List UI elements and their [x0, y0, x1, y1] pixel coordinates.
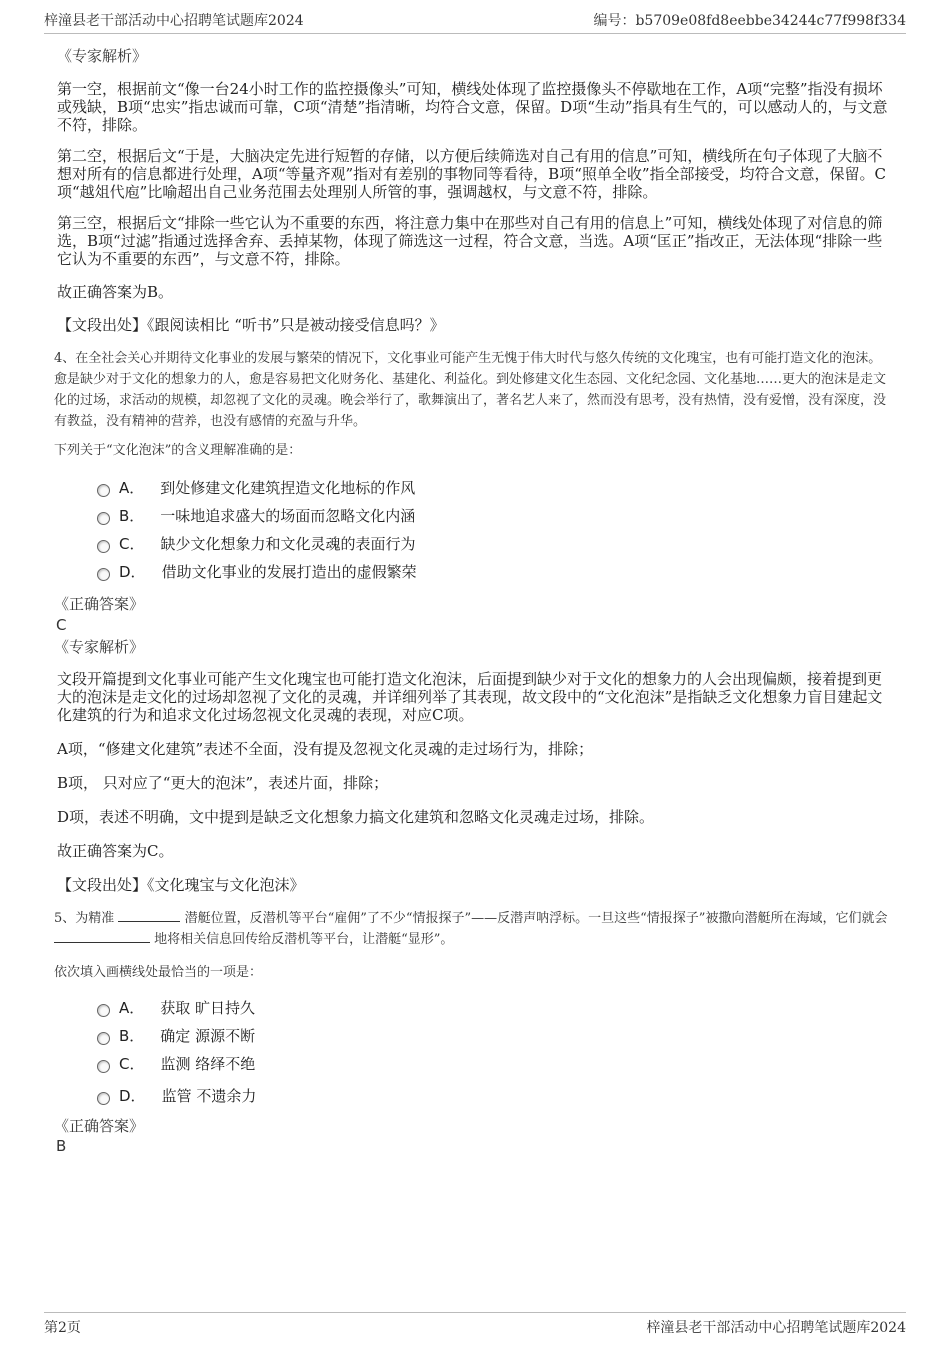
option-text: 确定 源源不断	[160, 1026, 256, 1045]
q3-analysis-para2: 第二空，根据后文“于是，大脑决定先进行短暂的存储，以方便后续筛选对自己有用的信息”可知，横线所在句子体现了大脑不想对所有的信息都进行处理，A项“等量齐观”指对有差别的事物同等看待，B项“照单全收”指全部接受，均符合文意，保留。C项“越俎代庖”比喻超出自己业务范围去处理别人所管的事，强调越权，与文意不符，排除。	[57, 147, 887, 201]
q3-source: 【文段出处】《跟阅读相比 “听书”只是被动接受信息吗？》	[57, 316, 445, 334]
radio-icon[interactable]	[97, 540, 110, 553]
radio-icon[interactable]	[97, 1092, 110, 1105]
q5-option-d[interactable]	[97, 1081, 890, 1109]
radio-icon[interactable]	[97, 512, 110, 525]
q4-options	[57, 473, 890, 585]
radio-icon[interactable]	[97, 1032, 110, 1045]
q4-analysis-para2: A项，“修建文化建筑”表述不全面，没有提及忽视文化灵魂的走过场行为，排除；	[57, 740, 594, 758]
option-letter: D．	[119, 562, 146, 581]
q4-option-b[interactable]	[97, 501, 890, 529]
q5-options	[57, 993, 890, 1109]
q4-passage: 4、在全社会关心并期待文化事业的发展与繁荣的情况下，文化事业可能产生无愧于伟大时代与悠久传统的文化瑰宝，也有可能打造文化的泡沫。愈是缺少对于文化的想象力的人，愈是容易把文化财务化、基建化、利益化。到处修建文化生态园、文化纪念园、文化基地……更大的泡沫是走文化的过场，求活动的规模，却忽视了文化的灵魂。晚会举行了，歌舞演出了，著名艺人来了，然而没有思考，没有热情，没有爱憎，没有深度，没有教益，没有精神的营养，也没有感情的充盈与升华。	[54, 351, 887, 429]
radio-icon[interactable]	[97, 568, 110, 581]
q4-analysis-para4: D项，表述不明确，文中提到是缺乏文化想象力搞文化建筑和忽略文化灵魂走过场，排除。	[57, 808, 655, 826]
q5-option-b[interactable]	[97, 1021, 890, 1049]
option-letter: A．	[119, 998, 145, 1017]
option-letter: A．	[119, 478, 145, 497]
q3-analysis-para1: 第一空，根据前文“像一台24小时工作的监控摄像头”可知，横线处体现了监控摄像头不停歇地在工作，A项“完整”指没有损坏或残缺，B项“忠实”指忠诚而可靠，C项“清楚”指清晰，均符合文意，保留。D项“生动”指具有生气的，可以感动人的，与文意不符，排除。	[57, 80, 888, 134]
q4-option-a[interactable]	[97, 473, 890, 501]
option-letter: C．	[119, 1054, 145, 1073]
option-letter: D．	[119, 1086, 146, 1105]
q4-analysis-para1: 文段开篇提到文化事业可能产生文化瑰宝也可能打造文化泡沫，后面提到缺少对于文化的想象力的人会出现偏颇，接着提到更大的泡沫是走文化的过场却忽视了文化的灵魂，并详细列举了其表现，故文段中的“文化泡沫”是指缺乏文化想象力盲目建起文化建筑的行为和追求文化过场忽视文化灵魂的表现，对应C项。	[57, 670, 883, 724]
q4-conclusion: 故正确答案为C。	[57, 842, 174, 860]
q5-option-a[interactable]	[97, 993, 890, 1021]
q4-answer: C	[56, 616, 67, 634]
option-text: 监管 不遗余力	[161, 1086, 257, 1105]
footer-page-number: 第2页	[44, 1319, 81, 1336]
radio-icon[interactable]	[97, 484, 110, 497]
option-text: 借助文化事业的发展打造出的虚假繁荣	[161, 562, 417, 581]
q5-answer: B	[56, 1137, 67, 1155]
header-code: 编号：b5709e08fd8eebbe34244c77f998f334	[593, 13, 906, 29]
q4-source: 【文段出处】《文化瑰宝与文化泡沫》	[57, 876, 305, 894]
q4-question: 下列关于“文化泡沫”的含义理解准确的是：	[54, 443, 302, 458]
q5-answer-label: 《正确答案》	[54, 1117, 145, 1135]
q5-passage-part2: 潜艇位置，反潜机等平台“雇佣”了不少“情报探子”——反潜声呐浮标。一旦这些“情报探子”被撒向潜艇所在海域，它们就会	[184, 911, 888, 926]
option-letter: B．	[119, 1026, 145, 1045]
q4-option-c[interactable]	[97, 529, 890, 557]
option-text: 到处修建文化建筑捏造文化地标的作风	[160, 478, 416, 497]
q4-analysis-para3: B项， 只对应了“更大的泡沫”，表述片面，排除；	[57, 774, 389, 792]
option-letter: C．	[119, 534, 145, 553]
q5-option-c[interactable]	[97, 1049, 890, 1077]
page-content	[54, 45, 890, 1155]
q4-option-d[interactable]	[97, 557, 890, 585]
page-footer	[44, 1312, 906, 1336]
footer-title: 梓潼县老干部活动中心招聘笔试题库2024	[646, 1319, 906, 1336]
option-text: 缺少文化想象力和文化灵魂的表面行为	[160, 534, 416, 553]
q4-analysis-label: 《专家解析》	[54, 638, 145, 656]
q5-passage	[54, 908, 890, 950]
radio-icon[interactable]	[97, 1004, 110, 1017]
q3-analysis-label: 《专家解析》	[57, 47, 148, 65]
q3-analysis-para3: 第三空，根据后文“排除一些它认为不重要的东西，将注意力集中在那些对自己有用的信息上”可知，横线处体现了对信息的筛选，B项“过滤”指通过选择舍弃、丢掉某物，体现了筛选这一过程，符合文意，当选。A项“匡正”指改正，无法体现“排除一些它认为不重要的东西”，与文意不符，排除。	[57, 214, 883, 268]
q5-passage-part1: 5、为精准	[54, 911, 115, 926]
fill-blank-1	[118, 909, 180, 922]
fill-blank-2	[54, 930, 150, 943]
radio-icon[interactable]	[97, 1060, 110, 1073]
option-text: 监测 络绎不绝	[160, 1054, 256, 1073]
option-letter: B．	[119, 506, 145, 525]
q4-answer-label: 《正确答案》	[54, 595, 145, 613]
header-title: 梓潼县老干部活动中心招聘笔试题库2024	[44, 13, 304, 29]
page-header	[44, 10, 906, 34]
q5-question: 依次填入画横线处最恰当的一项是：	[54, 965, 263, 980]
q5-passage-part3: 地将相关信息回传给反潜机等平台，让潜艇“显形”。	[154, 932, 454, 947]
option-text: 一味地追求盛大的场面而忽略文化内涵	[160, 506, 416, 525]
q3-conclusion: 故正确答案为B。	[57, 283, 174, 301]
option-text: 获取 旷日持久	[160, 998, 256, 1017]
